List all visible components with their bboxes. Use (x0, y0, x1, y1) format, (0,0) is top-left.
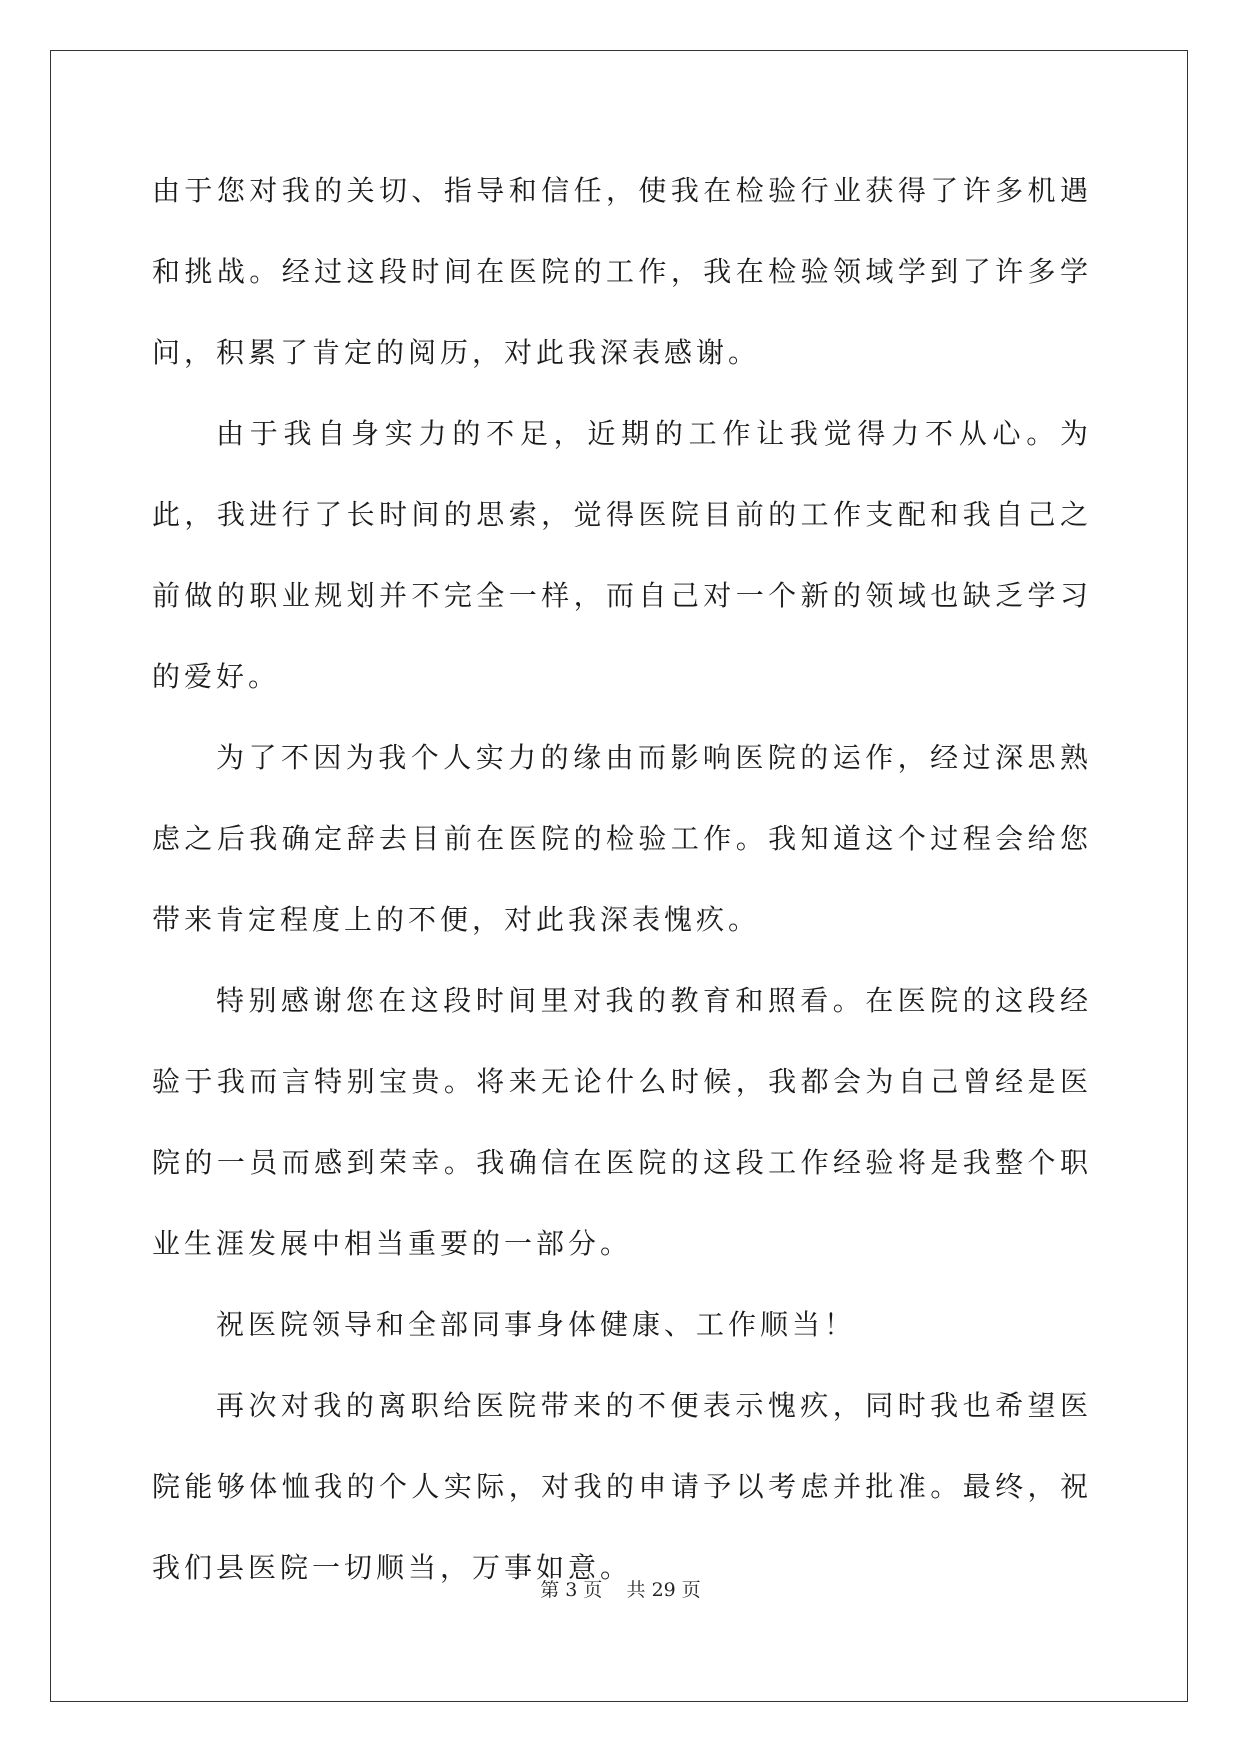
page-number: 第 3 页 共 29 页 (540, 1579, 701, 1601)
paragraph-wishes: 祝医院领导和全部同事身体健康、工作顺当！ (216, 1308, 857, 1341)
paragraph-resignation-decision: 为了不因为我个人实力的缘由而影响医院的运作，经过深思熟虑之后我确定辞去目前在医院的检验工作。我知道这个过程会给您带来肯定程度上的不便，对此我深表愧疚。 (152, 741, 1092, 936)
letter-body (152, 150, 1092, 1608)
paragraph-thanks: 特别感谢您在这段时间里对我的教育和照看。在医院的这段经验于我而言特别宝贵。将来无论什么时候，我都会为自己曾经是医院的一员而感到荣幸。我确信在医院的这段工作经验将是我整个职业生涯发展中相当重要的一部分。 (152, 984, 1092, 1260)
paragraph-ability: 由于我自身实力的不足，近期的工作让我觉得力不从心。为此，我进行了长时间的思索，觉得医院目前的工作支配和我自己之前做的职业规划并不完全一样，而自己对一个新的领域也缺乏学习的爱好。 (152, 417, 1092, 693)
paragraph-gratitude: 由于您对我的关切、指导和信任，使我在检验行业获得了许多机遇和挑战。经过这段时间在医院的工作，我在检验领域学到了许多学问，积累了肯定的阅历，对此我深表感谢。 (152, 174, 1092, 369)
paragraph-closing: 再次对我的离职给医院带来的不便表示愧疚，同时我也希望医院能够体恤我的个人实际，对我的申请予以考虑并批准。最终，祝我们县医院一切顺当，万事如意。 (152, 1389, 1092, 1584)
